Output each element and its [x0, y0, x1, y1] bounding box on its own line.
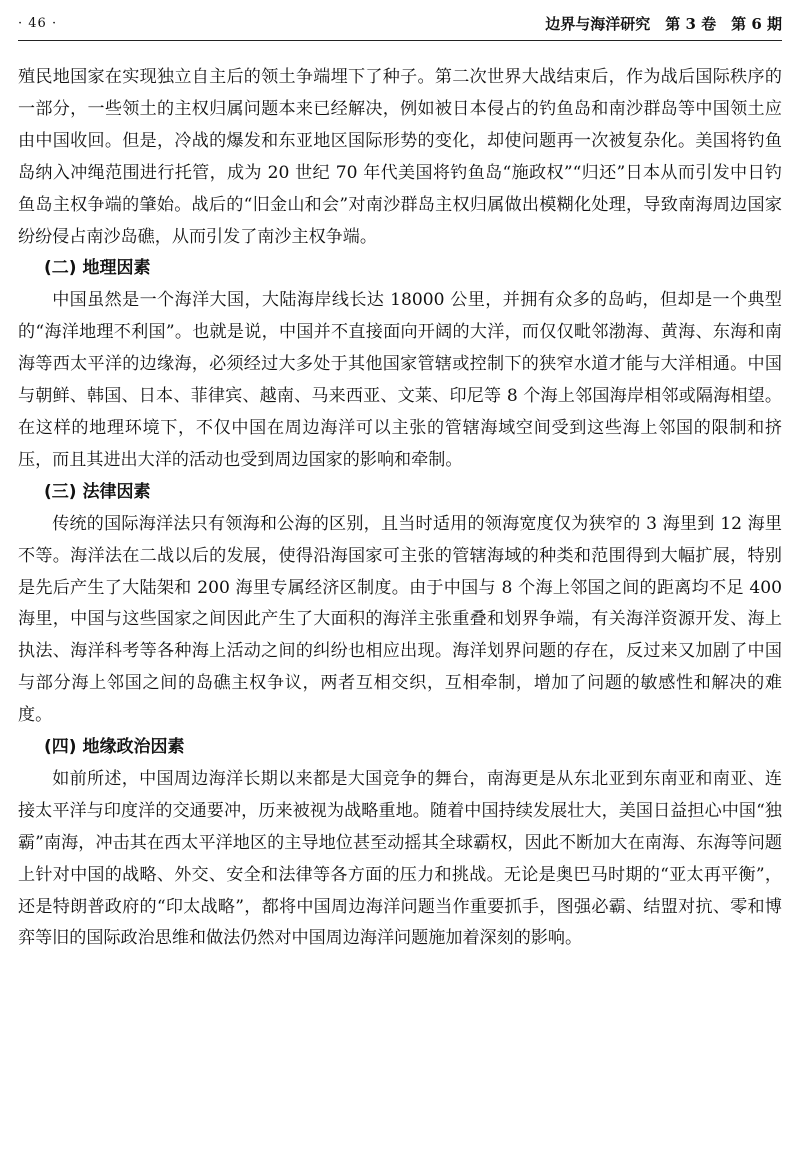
- paragraph-intro: 殖民地国家在实现独立自主后的领土争端埋下了种子。第二次世界大战结束后，作为战后国际秩序的一部分，一些领土的主权归属问题本来已经解决，例如被日本侵占的钓鱼岛和南沙群岛等中国领土应由中国收回。但是，冷战的爆发和东亚地区国际形势的变化，却使问题再一次被复杂化。美国将钓鱼岛纳入冲绳范围进行托管，成为 20 世纪 70 年代美国将钓鱼岛“施政权”“归还”日本从而引发中日钓鱼岛主权争端的肇始。战后的“旧金山和会”对南沙群岛主权归属做出模糊化处理，导致南海周边国家纷纷侵占南沙岛礁，从而引发了南沙主权争端。: [18, 67, 782, 247]
- running-header: [18, 6, 782, 41]
- page-number: · 46 ·: [18, 15, 58, 31]
- paragraph-geopolitics: 如前所述，中国周边海洋长期以来都是大国竞争的舞台，南海更是从东北亚到东南亚和南亚、连接太平洋与印度洋的交通要冲，历来被视为战略重地。随着中国持续发展壮大，美国日益担心中国“独霸”南海，冲击其在西太平洋地区的主导地位甚至动摇其全球霸权，因此不断加大在南海、东海等问题上针对中国的战略、外交、安全和法律等各方面的压力和挑战。无论是奥巴马时期的“亚太再平衡”，还是特朗普政府的“印太战略”，都将中国周边海洋问题当作重要抓手，图强必霸、结盟对抗、零和博弈等旧的国际政治思维和做法仍然对中国周边海洋问题施加着深刻的影响。: [18, 768, 782, 949]
- section-heading-geopolitics: (四) 地缘政治因素: [44, 737, 185, 758]
- paragraph-legal: 传统的国际海洋法只有领海和公海的区别，且当时适用的领海宽度仅为狭窄的 3 海里到 12 海里不等。海洋法在二战以后的发展，使得沿海国家可主张的管辖海域的种类和范围得到大幅扩展，特别是先后产生了大陆架和 200 海里专属经济区制度。由于中国与 8 个海上邻国之间的距离均不足 400 海里，中国与这些国家之间因此产生了大面积的海洋主张重叠和划界争端，有关海洋资源开发、海上执法、海洋科考等各种海上活动之间的纠纷也相应出现。海洋划界问题的存在，反过来又加剧了中国与部分海上邻国之间的岛礁主权争议，两者互相交织，互相牵制，增加了问题的敏感性和解决的难度。: [18, 513, 782, 726]
- paragraph-geography: 中国虽然是一个海洋大国，大陆海岸线长达 18000 公里，并拥有众多的岛屿，但却是一个典型的“海洋地理不利国”。也就是说，中国并不直接面向开阔的大洋，而仅仅毗邻渤海、黄海、东海和南海等西太平洋的边缘海，必须经过大多处于其他国家管辖或控制下的狭窄水道才能与大洋相通。中国与朝鲜、韩国、日本、菲律宾、越南、马来西亚、文莱、印尼等 8 个海上邻国海岸相邻或隔海相望。在这样的地理环境下，不仅中国在周边海洋可以主张的管辖海域空间受到这些海上邻国的限制和挤压，而且其进出大洋的活动也受到周边国家的影响和牵制。: [18, 290, 782, 470]
- article-body: [18, 62, 782, 955]
- section-heading-legal: (三) 法律因素: [44, 481, 151, 502]
- section-heading-geography: (二) 地理因素: [44, 258, 151, 279]
- journal-volume-issue: 边界与海洋研究 第 3 卷 第 6 期: [545, 14, 782, 33]
